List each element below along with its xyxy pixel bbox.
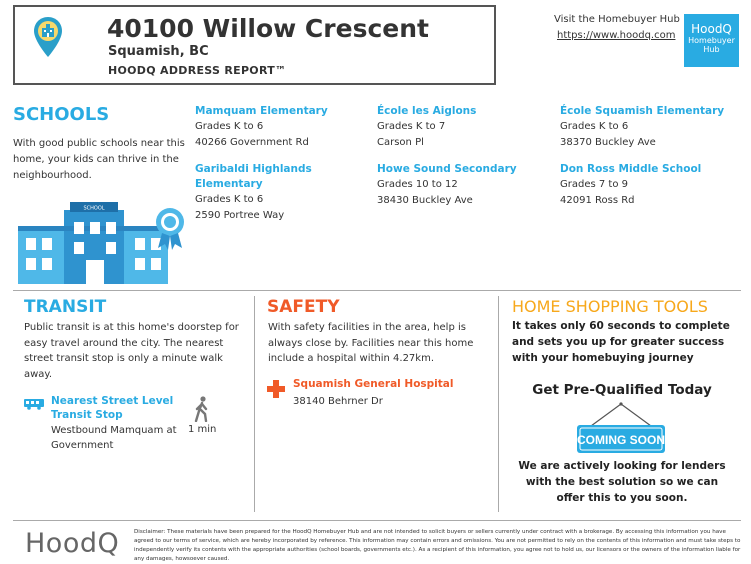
school-address: 38430 Buckley Ave [377, 195, 473, 206]
school-address: 2590 Portree Way [195, 210, 285, 221]
school-card [560, 104, 745, 151]
school-address: Carson Pl [377, 137, 424, 148]
school-address: 40266 Government Rd [195, 137, 309, 148]
report-label: HOODQ ADDRESS REPORT™ [108, 64, 287, 77]
school-grades: Grades 7 to 9 [560, 179, 628, 190]
hoodq-logo: HoodQ [25, 528, 120, 559]
school-grades: Grades K to 6 [195, 121, 264, 132]
badge-brand: HoodQ [691, 22, 732, 36]
school-name: École les Aiglons [377, 105, 477, 117]
property-address: 40100 Willow Crescent [107, 14, 429, 43]
school-card [195, 162, 335, 224]
school-sign-text: SCHOOL [83, 205, 105, 212]
coming-soon-sign [574, 402, 668, 456]
schools-section-title: SCHOOLS [13, 104, 110, 125]
hospital-cross-icon [266, 379, 286, 399]
walk-time: 1 min [188, 424, 217, 435]
school-grades: Grades K to 6 [195, 194, 264, 205]
school-grades: Grades K to 6 [560, 121, 629, 132]
school-name: Howe Sound Secondary [377, 163, 517, 175]
transit-description: Public transit is at this home's doorstep for easy travel around the city. The nearest street transit stop is only a minute walk away. [24, 322, 239, 380]
safety-description: With safety facilities in the area, help is always close by. Facilities near this home include a hospital within 4.27km. [268, 322, 474, 364]
school-name: Garibaldi Highlands Elementary [195, 163, 312, 190]
school-card [377, 162, 537, 209]
walking-person-icon [193, 396, 211, 422]
hospital-name: Squamish General Hospital [293, 378, 454, 390]
school-address: 42091 Ross Rd [560, 195, 635, 206]
visit-hub-label: Visit the Homebuyer Hub [554, 14, 680, 25]
bus-icon [24, 398, 44, 410]
column-divider [254, 296, 255, 512]
coming-soon-text: COMING SOON [576, 433, 666, 447]
school-address: 38370 Buckley Ave [560, 137, 656, 148]
school-card [560, 162, 745, 209]
school-grades: Grades K to 7 [377, 121, 446, 132]
map-pin-school-icon [33, 16, 63, 58]
tools-section-title: HOME SHOPPING TOOLS [512, 297, 708, 316]
homebuyer-hub-badge[interactable] [684, 14, 739, 67]
lenders-message: We are actively looking for lenders with the best solution so we can offer this to you soon. [518, 460, 726, 504]
prequal-heading: Get Pre-Qualified Today [532, 382, 712, 398]
school-building-illustration [18, 200, 191, 284]
school-name: Don Ross Middle School [560, 163, 702, 175]
transit-section-title: TRANSIT [24, 297, 107, 317]
school-card [377, 104, 537, 151]
column-divider [498, 296, 499, 512]
section-divider [13, 290, 741, 291]
hub-link[interactable]: https://www.hoodq.com [557, 30, 676, 41]
school-card [195, 104, 345, 151]
school-name: École Squamish Elementary [560, 105, 725, 117]
badge-subtitle: Homebuyer Hub [688, 36, 735, 54]
transit-stop-label: Nearest Street Level Transit Stop [51, 395, 174, 421]
transit-stop-location: Westbound Mamquam at Government [51, 425, 177, 451]
hospital-address: 38140 Behrner Dr [293, 396, 383, 407]
safety-section-title: SAFETY [267, 297, 340, 317]
schools-description: With good public schools near this home, your kids can thrive in the neighbourhood. [13, 138, 185, 181]
school-grades: Grades 10 to 12 [377, 179, 458, 190]
school-name: Mamquam Elementary [195, 105, 328, 117]
property-city: Squamish, BC [108, 44, 209, 59]
tools-intro: It takes only 60 seconds to complete and sets you up for greater success with your homebuying journey [512, 320, 730, 364]
footer-divider [13, 520, 741, 521]
disclaimer-text: Disclaimer: These materials have been prepared for the HoodQ Homebuyer Hub and are not intended to solicit buyers or sellers currently under contract with a brokerage. By accessing this information you have agreed to our terms of service, which are hereby incorporated by reference. This information may contain errors and omissions. You are not permitted to rely on the contents of this information and must take steps to independently verify its contents with the appropriate authorities (school boards, governments etc.). As a recipient of this information, you agree not to hold us, our licensors or the owners of the information liable for any damages, howsoever caused. [134, 529, 741, 562]
